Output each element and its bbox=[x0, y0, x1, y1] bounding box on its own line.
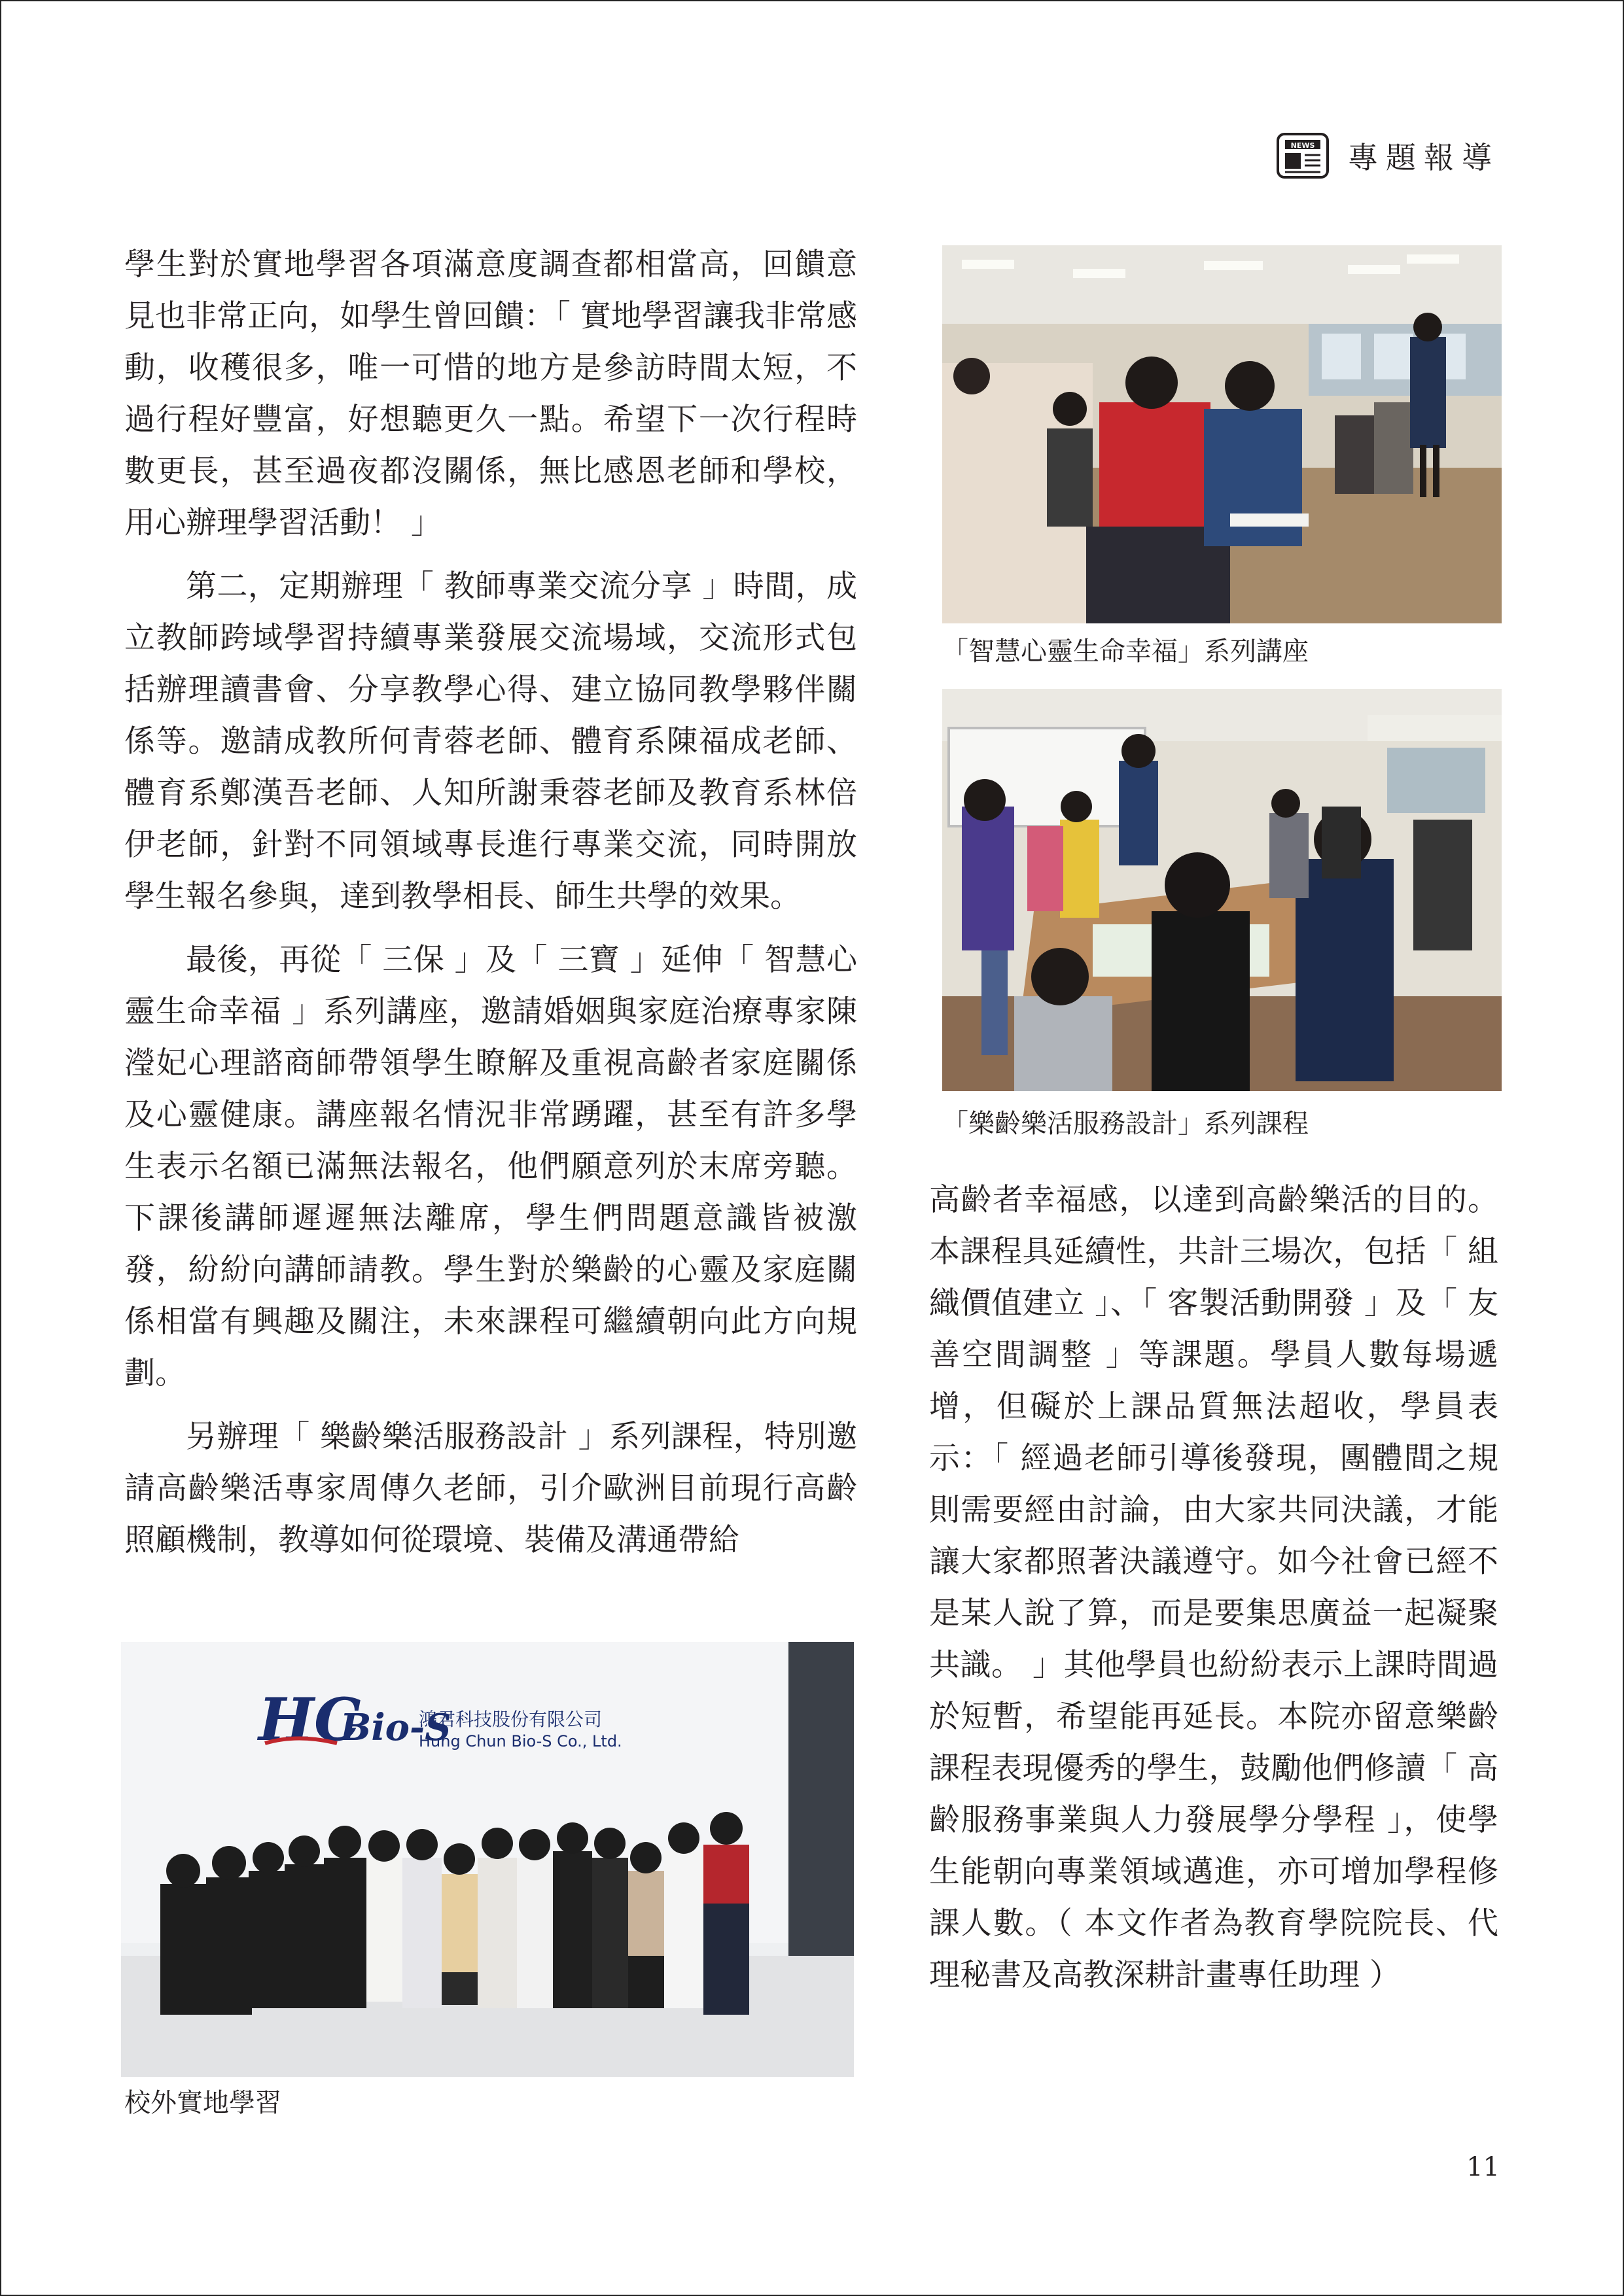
paragraph: 第二，定期辦理「 教師專業交流分享 」時間，成立教師跨域學習持續專業發展交流場域，交流形式包括辦理讀書會、分享教學心得、建立協同教學夥伴關係等。邀請成教所何青蓉老師、體育系陳福成老師、體育系鄭漢吾老師、人知所謝秉蓉老師及教育系林倍伊老師，針對不同領域專長進行專業交流，同時開放學生報名參與，達到教學相長、師生共學的效果。 bbox=[124, 568, 857, 914]
svg-text:Hung Chun Bio-S Co., Ltd.: Hung Chun Bio-S Co., Ltd. bbox=[419, 1732, 622, 1750]
field-trip-photo-caption: 校外實地學習 bbox=[124, 2088, 281, 2118]
svg-text:HC: HC bbox=[258, 1685, 361, 1754]
paragraph: 另辦理「 樂齡樂活服務設計 」系列課程，特別邀請高齡樂活專家周傳久老師，引介歐洲目前現行高齡照顧機制，教導如何從環境、裝備及溝通帶給 bbox=[124, 1419, 857, 1558]
paragraph: 最後，再從「 三保 」及「 三寶 」延伸「 智慧心靈生命幸福 」系列講座，邀請婚姻與家庭治療專家陳瀅妃心理諮商師帶領學生瞭解及重視高齡者家庭關係及心靈健康。講座報名情況非常踴躍，甚至有許多學生表示名額已滿無法報名，他們願意列於末席旁聽。下課後講師遲遲無法離席，學生們問題意識皆被激發，紛紛向講師請教。學生對於樂齡的心靈及家庭關係相當有興趣及關注，未來課程可繼續朝向此方向規劃。 bbox=[124, 942, 857, 1391]
section-header bbox=[1276, 130, 1500, 182]
svg-text:Bio-S: Bio-S bbox=[340, 1706, 451, 1749]
lecture-photo bbox=[942, 245, 1502, 623]
course-photo bbox=[942, 689, 1502, 1091]
paragraph: 高齡者幸福感，以達到高齡樂活的目的。本課程具延續性，共計三場次，包括「 組織價值建立 」、「 客製活動開發 」及「 友善空間調整 」等課題。學員人數每場遞增，但礙於上課品質無法超收，學員表示：「 經過老師引導後發現，團體間之規則需要經由討論，由大家共同決議，才能讓大家都照著決議遵守。如今社會已經不是某人說了算，而是要集思廣益一起凝聚共識。 」其他學員也紛紛表示上課時間過於短暫，希望能再延長。本院亦留意樂齡課程表現優秀的學生，鼓勵他們修讀「 高齡服務事業與人力發展學分學程 」，使學生能朝向專業領域邁進，亦可增加學程修課人數。（ 本文作者為教育學院院長、代理秘書及高教深耕計畫專任助理 ） bbox=[929, 1182, 1498, 1993]
svg-text:NEWS: NEWS bbox=[1290, 141, 1315, 150]
newspaper-icon bbox=[1276, 132, 1330, 179]
page-number: 11 bbox=[1466, 2152, 1500, 2182]
field-trip-photo bbox=[121, 1642, 854, 2077]
right-column bbox=[929, 1174, 1498, 2001]
course-photo-caption: 「樂齡樂活服務設計」系列課程 bbox=[942, 1109, 1309, 1139]
lecture-photo-caption: 「智慧心靈生命幸福」系列講座 bbox=[942, 636, 1309, 667]
left-column bbox=[124, 239, 857, 1566]
paragraph: 學生對於實地學習各項滿意度調查都相當高，回饋意見也非常正向，如學生曾回饋：「 實地學習讓我非常感動，收穫很多，唯一可惜的地方是參訪時間太短，不過行程好豐富，好想聽更久一點。希望下一次行程時數更長，甚至過夜都沒關係，無比感恩老師和學校，用心辦理學習活動！ 」 bbox=[124, 247, 857, 541]
section-title: 專題報導 bbox=[1348, 140, 1500, 175]
svg-text:鴻君科技股份有限公司: 鴻君科技股份有限公司 bbox=[419, 1709, 603, 1730]
